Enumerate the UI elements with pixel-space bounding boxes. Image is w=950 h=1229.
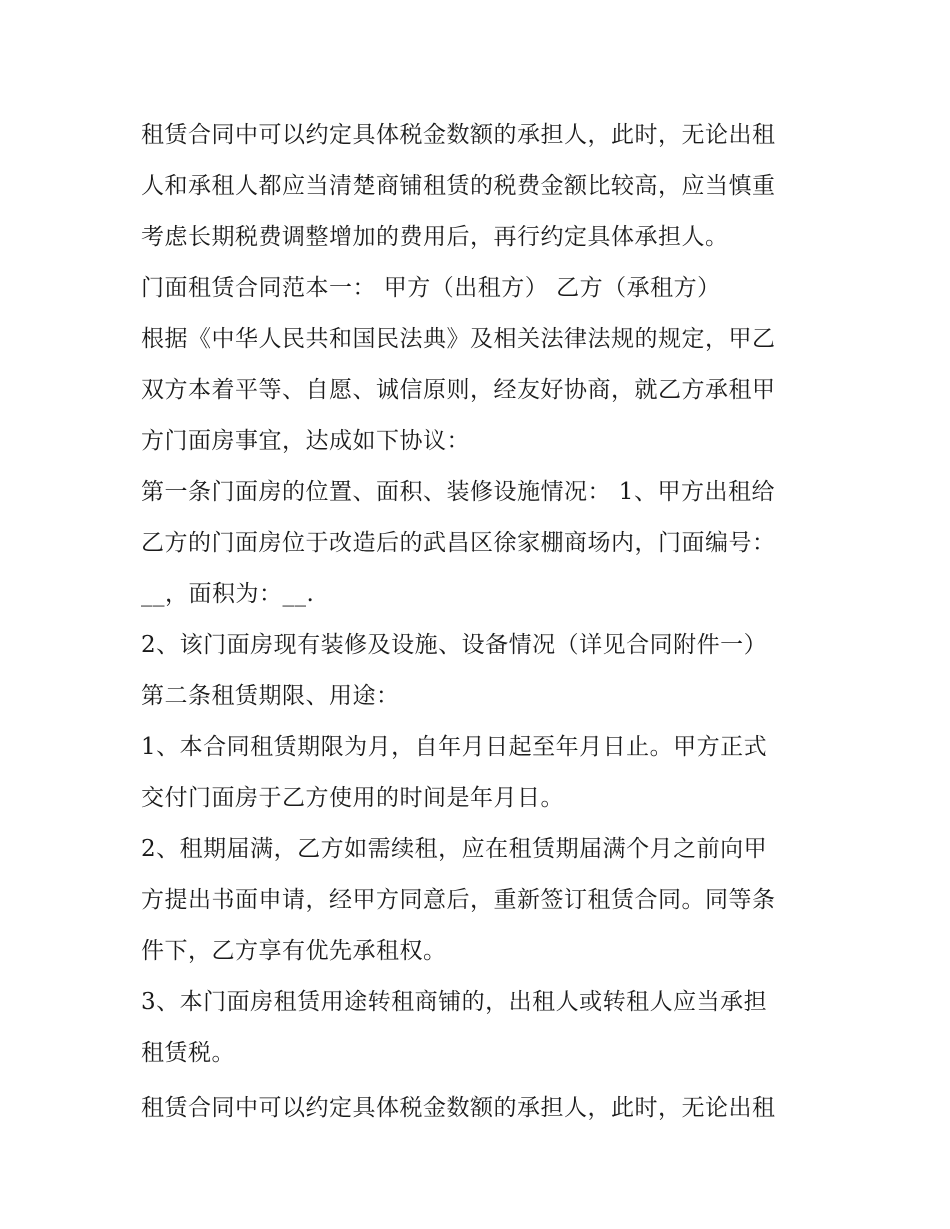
text-line: 租赁税。: [141, 1040, 235, 1066]
text-line: 2、该门面房现有装修及设施、设备情况（详见合同附件一）: [141, 632, 768, 658]
text-line: 租赁合同中可以约定具体税金数额的承担人，此时，无论出租: [141, 1095, 776, 1121]
document-body: [141, 110, 821, 1134]
text-line: 第一条门面房的位置、面积、装修设施情况： 1、甲方出租给: [141, 479, 775, 505]
text-line: 双方本着平等、自愿、诚信原则，经友好协商，就乙方承租甲: [141, 377, 776, 403]
text-line: 1、本合同租赁期限为月，自年月日起至年月日止。甲方正式: [141, 734, 768, 760]
text-line: 方门面房事宜，达成如下协议：: [141, 428, 470, 454]
text-line: 乙方的门面房位于改造后的武昌区徐家棚商场内，门面编号：: [141, 530, 776, 556]
text-line: 门面租赁合同范本一： 甲方（出租方） 乙方（承租方）: [141, 275, 721, 301]
text-line: 件下，乙方享有优先承租权。: [141, 938, 447, 964]
text-line: 交付门面房于乙方使用的时间是年月日。: [141, 785, 564, 811]
text-line: 2、租期届满，乙方如需续租，应在租赁期届满个月之前向甲: [141, 836, 768, 862]
text-line: __，面积为：__.: [141, 581, 315, 607]
text-line: 根据《中华人民共和国民法典》及相关法律法规的规定，甲乙: [141, 326, 776, 352]
text-line: 租赁合同中可以约定具体税金数额的承担人，此时，无论出租: [141, 122, 776, 148]
text-line: 第二条租赁期限、用途：: [141, 683, 400, 709]
text-line: 方提出书面申请，经甲方同意后，重新签订租赁合同。同等条: [141, 887, 776, 913]
text-line: 考虑长期税费调整增加的费用后，再行约定具体承担人。: [141, 224, 729, 250]
text-line: 人和承租人都应当清楚商铺租赁的税费金额比较高，应当慎重: [141, 173, 776, 199]
text-line: 3、本门面房租赁用途转租商铺的，出租人或转租人应当承担: [141, 989, 768, 1015]
